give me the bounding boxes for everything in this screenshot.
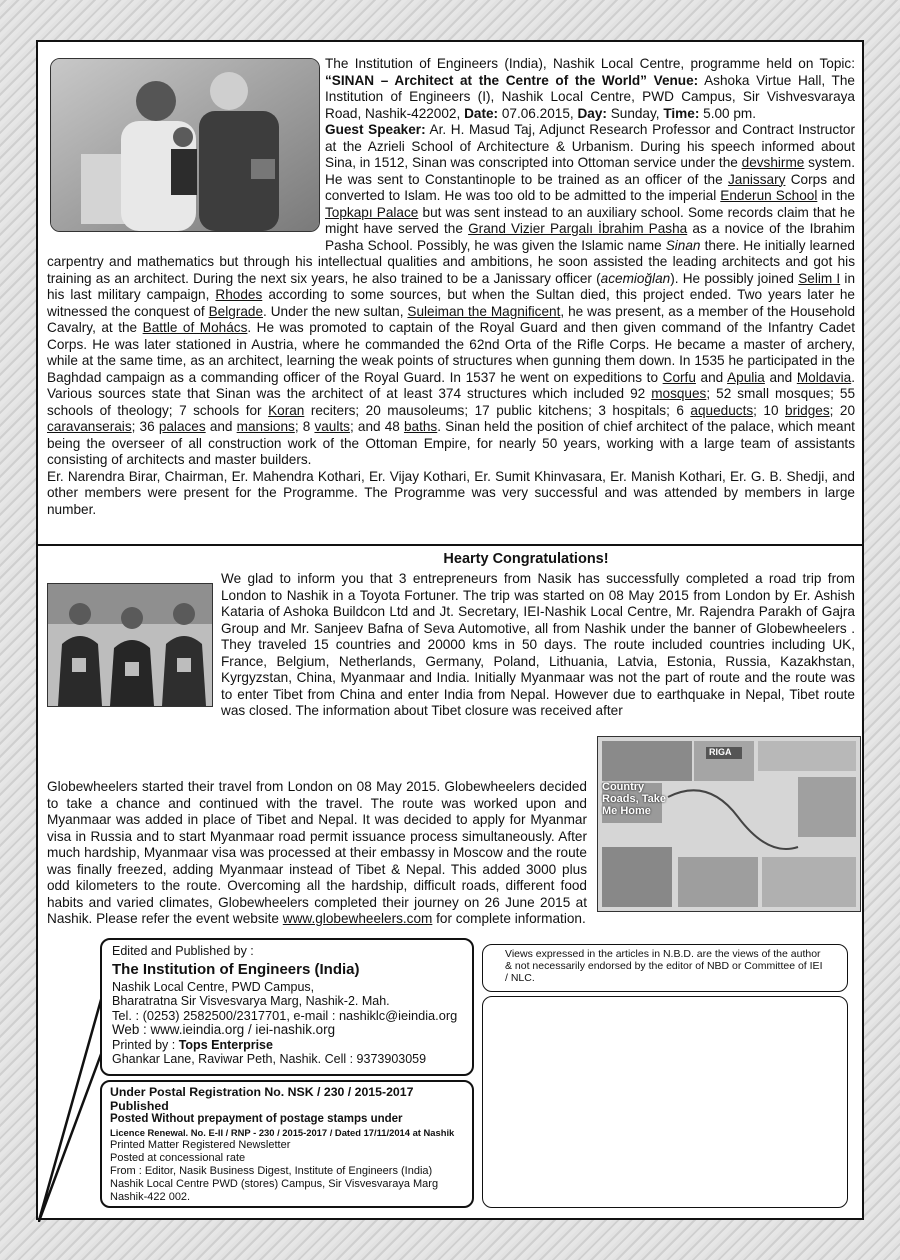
intro-text: The Institution of Engineers (India), Nashik Local Centre, programme held on Topic: <box>325 56 855 71</box>
body-segment: reciters; 20 mausoleums; 17 public kitchens; <box>310 402 592 418</box>
link-janissary[interactable]: Janissary <box>727 171 786 187</box>
section-divider <box>38 544 862 546</box>
printed-label: Printed by : <box>112 1037 176 1052</box>
article-sinan-body <box>47 56 855 518</box>
link-aqueducts[interactable]: aqueducts <box>690 402 754 418</box>
article-globewheelers <box>47 550 855 926</box>
postal-line3: Licence Renewal. No. E-II / RNP - 230 / 2015-2017 / Dated 17/11/2014 at Nashik <box>110 1127 455 1138</box>
postal-line7: Nashik Local Centre PWD (stores) Campus, Sir Visvesvaraya Marg <box>110 1178 439 1190</box>
body-segment: , he was present, as a member of the Household Cavalry, at the <box>47 303 855 335</box>
disclaimer-box <box>482 944 848 992</box>
body-segment: but was sent instead to an auxiliary school. Some records claim that he might have served the <box>325 204 856 236</box>
venue-text: Ashoka Virtue Hall, The Institution of Engineers (I), Nashik Local Centre, PWD Campus, Sir Vishvesvaraya Road, Nashik-422002, <box>325 72 855 121</box>
acemioglan-term: acemioğlan <box>600 270 671 286</box>
publisher-tel: Tel. : (0253) 2582500/2317701, e-mail : nashiklc@ieindia.org <box>112 1007 458 1023</box>
body-segment: . Sinan held the position of chief architect of the palace, which meant being the overseer of all construction work of the Ottoman Empire, for nearly 50 years, working with a large team of assistants consisting of architects and master builders. <box>47 419 855 467</box>
link-enderun[interactable]: Enderun School <box>720 188 818 203</box>
link-baths[interactable]: baths <box>403 419 438 434</box>
body-segment: 3 hospitals; 6 <box>598 402 684 418</box>
time-text: 5.00 pm. <box>703 105 757 121</box>
photo-spacer <box>47 56 325 242</box>
article-globewheelers-p1: We glad to inform you that 3 entrepreneurs from Nasik has successfully completed a road trip from London to Nashik in a Toyota Fortuner. The trip was started on 08 May 2015 from London by Er. Ashish Kataria of Ashoka Buildcon Ltd and Jt. Secretary, IEI-Nashik Local Centre, Mr. Rajendra Parakh of Gajra Group and Mr. Sanjeev Bafna of Seva Automotive, all from Nashik under the banner of Globewheelers . They traveled 15 countries and 20000 kms in 50 days. The route included countries including UK, France, Belgium, Netherlands, Germany, Poland, Lithuania, Latvia, Estonia, Russia, Kazakhstan, Kyrgyzstan, China, Myanmaar and India. Initially Myanmaar was not the part of route and the route was to enter Tibet from China and enter India from Nepal. However due to earthquake in Nepal, Tibet route was closed. The information about Tibet closure was received after <box>221 571 855 718</box>
postal-line4: Printed Matter Registered Newsletter <box>110 1139 291 1151</box>
body-segment: in his last military campaign, <box>47 270 856 302</box>
postal-line1: Under Postal Registration No. NSK / 230 / 2015-2017 Published <box>110 1085 414 1113</box>
publisher-addr1: Nashik Local Centre, PWD Campus, <box>112 979 315 994</box>
link-corfu[interactable]: Corfu <box>662 369 696 385</box>
body-segment: ). He possibly joined <box>670 270 794 286</box>
body-segment: ; 52 small mosques; 55 schools of theology; 7 schools for <box>47 386 856 418</box>
body-segment: ; 10 <box>753 402 779 418</box>
date-label: Date: <box>464 105 499 121</box>
postal-line6: From : Editor, Nasik Business Digest, Institute of Engineers (India) <box>110 1165 433 1177</box>
link-selim[interactable]: Selim I <box>798 270 841 286</box>
newspaper-clipping <box>597 736 861 912</box>
disclaimer-text: Views expressed in the articles in N.B.D. are the views of the author & not necessarily endorsed by the editor of NBD or Committee of IEI / NLC. <box>505 948 823 984</box>
p2-text: Globewheelers started their travel from London on 08 May 2015. Globewheelers decided to take a chance and continued with the travel. The route was worked upon and Myanmaar was added in place of Tibet and Nepal. It was decided to apply for Myanmar visa in Russia and to start Myanmaar road permit issuance process simultaneously. After much hardship, Myanmaar visa was processed at their embassy in Moscow and the route was finally freezed, adding Myanmaar instead of Tibet & Nepal. This added 3000 plus odd kilometers to the route. Overcoming all the hardship, difficult roads, different food habits and varied climates, Globewheelers completed their journey on 26 June 2015 at Nashik. Please refer the event website <box>47 779 587 926</box>
newsletter-frame <box>36 40 864 1220</box>
body-segment: . He was promoted to captain of the Royal Guard and then given command of the Infantry Cadet Corps. He was later stationed in Austria, where he commanded the 62nd Orta of the Rifle Corps. He became a master of archery, while at the same time, as an architect, learning the weak points of structures when gunning them down. In 1535 he participated in the Baghdad campaign as a commanding officer of the Royal Guard. In 1537 he went on expeditions to <box>47 320 855 385</box>
body-segment: and <box>209 419 233 434</box>
publisher-web: Web : www.ieindia.org / iei-nashik.org <box>112 1022 336 1037</box>
body-segment: system. He was sent to Constantinople to be trained as an officer of the <box>325 155 855 187</box>
link-koran[interactable]: Koran <box>268 402 305 418</box>
link-palaces[interactable]: palaces <box>158 419 206 434</box>
article-globewheelers-p2 <box>47 779 587 928</box>
clipping-headline: Country Roads, Take Me Home <box>602 781 666 817</box>
venue-label: Venue: <box>653 72 699 88</box>
photo-globewheelers-team <box>47 583 213 707</box>
link-caravanserais[interactable]: caravanserais <box>47 419 132 434</box>
publisher-box <box>100 938 474 1076</box>
publisher-org: The Institution of Engineers (India) <box>112 960 360 978</box>
article-heading: Hearty Congratulations! <box>443 551 609 567</box>
link-bridges[interactable]: bridges <box>785 402 830 418</box>
link-moldavia[interactable]: Moldavia <box>796 369 852 385</box>
p2-end-text: for complete information. <box>436 911 586 926</box>
body-segment: and <box>700 369 724 385</box>
body-segment: ; 20 <box>829 402 856 418</box>
body-segment: according to some sources, but when the Sultan died, this project ended. Two years later he witnessed the conquest of <box>47 287 855 319</box>
body-segment: . Under the new sultan, <box>263 303 404 319</box>
link-rhodes[interactable]: Rhodes <box>215 287 263 302</box>
publisher-addr2: Bharatratna Sir Visvesvarya Marg, Nashik-2. Mah. <box>112 994 390 1008</box>
day-text: Sunday, <box>610 105 660 121</box>
link-mansions[interactable]: mansions <box>236 419 295 434</box>
speaker-label: Guest Speaker: <box>325 122 426 137</box>
day-label: Day: <box>577 105 607 121</box>
printer-addr: Ghankar Lane, Raviwar Peth, Nashik. Cell : 9373903059 <box>112 1052 427 1066</box>
link-grand-vizier[interactable]: Grand Vizier Pargalı İbrahim Pasha <box>468 221 688 236</box>
time-label: Time: <box>663 105 700 121</box>
body-segment: and <box>769 369 793 385</box>
topic-text: “SINAN – Architect at the Centre of the World” <box>325 72 647 88</box>
address-box <box>482 996 848 1208</box>
link-apulia[interactable]: Apulia <box>727 369 765 385</box>
postal-line5: Posted at concessional rate <box>110 1152 246 1164</box>
body-segment: ; 36 <box>131 419 155 434</box>
body-segment: there. He initially learned carpentry and mathematics but through his intellectual qualities and ambitions, he soon assisted the leading architects and got his training as an architect. During the next six years, he also trained to be a Janissary officer ( <box>47 237 855 286</box>
body-segment: . Various sources state that Sinan was the architect of at least 374 structures which included 92 <box>47 369 855 401</box>
body-segment: ; 8 <box>294 419 311 434</box>
clipping-tag: RIGA <box>709 747 732 757</box>
body-segment: in the <box>821 188 855 203</box>
team-photo-image <box>48 584 212 706</box>
sinan-name: Sinan <box>665 237 701 253</box>
postal-box <box>100 1080 474 1208</box>
article-sinan <box>47 56 855 542</box>
link-belgrade[interactable]: Belgrade <box>208 303 264 319</box>
postal-line8: Nashik-422 002. <box>110 1191 191 1203</box>
link-suleiman[interactable]: Suleiman the Magnificent <box>407 303 561 319</box>
printer-line <box>112 1038 462 1053</box>
link-vaults[interactable]: vaults <box>314 419 350 434</box>
link-mohacs[interactable]: Battle of Mohács <box>142 320 248 335</box>
link-topkapi[interactable]: Topkapı Palace <box>325 204 419 220</box>
body-segment: Corps and converted to Islam. He was too old to be admitted to the imperial <box>325 171 855 203</box>
link-devshirme[interactable]: devshirme <box>741 155 805 170</box>
date-text: 07.06.2015, <box>501 105 574 121</box>
body-segment: ; and 48 <box>349 419 400 434</box>
newspaper-clipping-image <box>598 737 860 911</box>
website-link[interactable]: www.globewheelers.com <box>282 911 433 926</box>
closing-text: Er. Narendra Birar, Chairman, Er. Mahendra Kothari, Er. Vijay Kothari, Er. Sumit Khinvasara, Er. Manish Kothari, Er. G. B. Shedji, and other members were present for the Programme. The Programme was very successful and was attended by members in large number. <box>47 468 855 517</box>
publisher-label: Edited and Published by : <box>112 944 254 958</box>
link-mosques[interactable]: mosques <box>651 386 707 401</box>
postal-line2: Posted Without prepayment of postage stamps under <box>110 1113 403 1125</box>
body-segment: as a novice of the Ibrahim Pasha School. Possibly, he was given the Islamic name <box>325 221 856 253</box>
printer-name: Tops Enterprise <box>178 1037 273 1052</box>
speaker-text: Ar. H. Masud Taj, Adjunct Research Professor and Contract Instructor at the Azrieli School of Architecture & Urbanism. During his speech informed about Sina, in 1512, Sinan was conscripted into Ottoman service under the <box>325 122 855 170</box>
